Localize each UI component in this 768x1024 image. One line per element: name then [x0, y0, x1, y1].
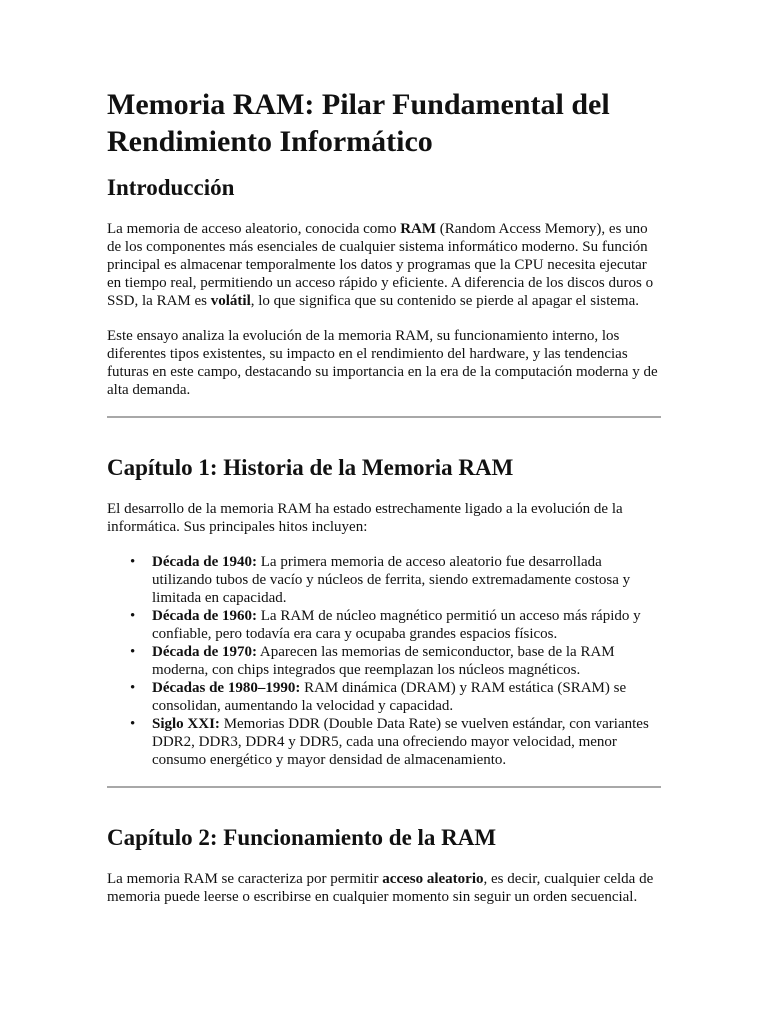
list-item-label: Década de 1960: [152, 608, 257, 624]
intro-paragraph-1 [107, 220, 661, 310]
list-item [152, 715, 661, 769]
list-item [152, 607, 661, 643]
intro-p1-text-2: (Random Access Memory), es uno de los componentes más esenciales de cualquier sistema informático moderno. Su función principal es almacenar temporalmente los datos y programas que la CPU necesita ejecutar en tiempo real, permitiendo un acceso rápido y eficiente. A diferencia de los discos duros o SSD, la RAM es [107, 221, 654, 309]
history-milestones-list [107, 553, 661, 769]
chapter-1-heading: Capítulo 1: Historia de la Memoria RAM [107, 455, 514, 480]
intro-p1-text-1: La memoria de acceso aleatorio, conocida como [107, 221, 401, 237]
list-item-text: Memorias DDR (Double Data Rate) se vuelven estándar, con variantes DDR2, DDR3, DDR4 y DDR5, cada una ofreciendo mayor velocidad, menor consumo energético y mayor densidad de almacenamiento. [152, 716, 649, 768]
list-item-label: Década de 1970: [152, 644, 257, 660]
list-item [152, 553, 661, 607]
chapter-2-p1-text-1: La memoria RAM se caracteriza por permitir [107, 871, 383, 887]
list-item [152, 643, 661, 679]
intro-p1-bold-volatil: volátil [210, 293, 251, 309]
intro-paragraph-2: Este ensayo analiza la evolución de la memoria RAM, su funcionamiento interno, los diferentes tipos existentes, su impacto en el rendimiento del hardware, y las tendencias futuras en este campo, destacando su importancia en la era de la computación moderna y de alta demanda. [107, 328, 658, 398]
list-item-label: Década de 1940: [152, 554, 257, 570]
intro-p1-text-3: , lo que significa que su contenido se pierde al apagar el sistema. [250, 293, 639, 309]
list-item-text: RAM dinámica (DRAM) y RAM estática (SRAM) se consolidan, aumentando la velocidad y capacidad. [152, 680, 627, 714]
chapter-2-p1-bold-acceso: acceso aleatorio [382, 871, 484, 887]
list-item-label: Décadas de 1980–1990: [152, 680, 301, 696]
chapter-2-p1-text-2: , es decir, cualquier celda de memoria puede leerse o escribirse en cualquier momento sin seguir un orden secuencial. [107, 871, 654, 905]
list-item-text: Aparecen las memorias de semiconductor, base de la RAM moderna, con chips integrados que reemplazan los núcleos magnéticos. [152, 644, 615, 678]
document-title: Memoria RAM: Pilar Fundamental del Rendimiento Informático [107, 88, 610, 158]
list-item-text: La primera memoria de acceso aleatorio fue desarrollada utilizando tubos de vacío y núcleos de ferrita, siendo extremadamente costosa y limitada en capacidad. [152, 554, 631, 606]
intro-p1-bold-ram: RAM [400, 221, 437, 237]
chapter-2-paragraph [107, 870, 661, 906]
chapter-1-paragraph: El desarrollo de la memoria RAM ha estado estrechamente ligado a la evolución de la informática. Sus principales hitos incluyen: [107, 501, 623, 535]
section-divider [107, 416, 661, 418]
section-divider [107, 786, 661, 788]
chapter-2-heading: Capítulo 2: Funcionamiento de la RAM [107, 825, 497, 850]
list-item-text: La RAM de núcleo magnético permitió un acceso más rápido y confiable, pero todavía era cara y ocupaba grandes espacios físicos. [152, 608, 641, 642]
intro-heading: Introducción [107, 175, 235, 200]
list-item-label: Siglo XXI: [152, 716, 220, 732]
list-item [152, 679, 661, 715]
